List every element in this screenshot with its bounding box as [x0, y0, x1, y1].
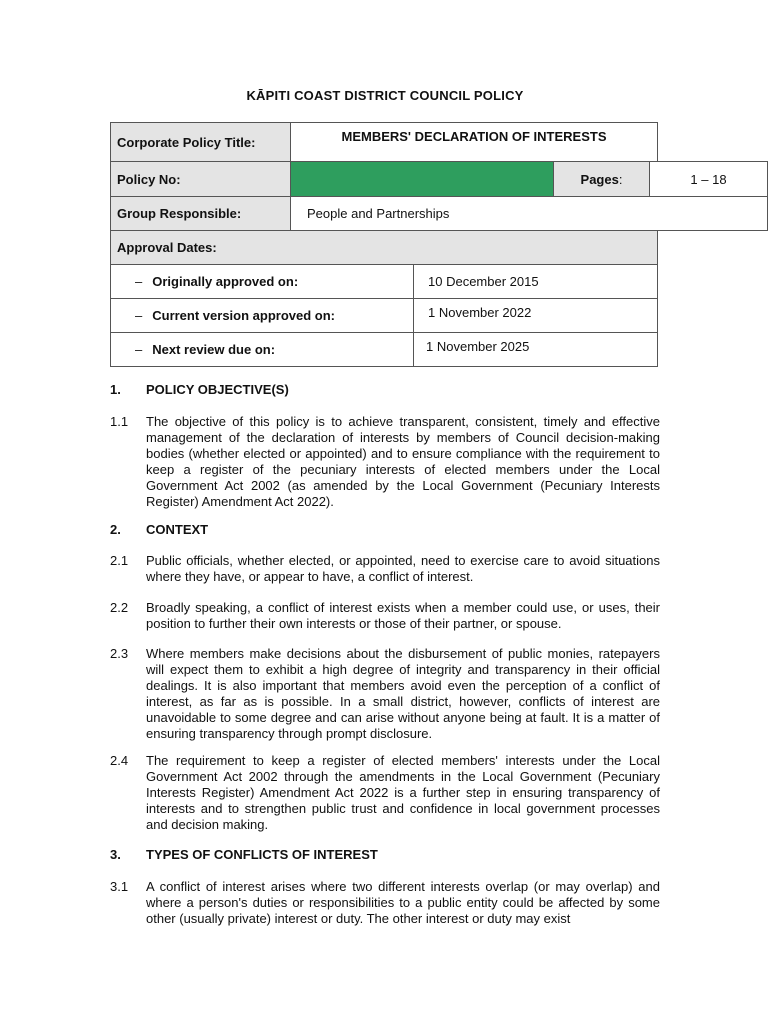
current-version-value: 1 November 2022 [413, 298, 658, 333]
paragraph-text: The requirement to keep a register of elected members' interests under the Local Government Act 2002 through the amendments in the Local Government (Pecuniary Interests Register) Amendment Act 2022 is a further step in ensuring transparency of interests and to strengthen public trust and confidence in local government processes and decision making. [146, 753, 660, 832]
bullet-dash: – [135, 308, 143, 323]
approval-label-text: Originally approved on: [152, 274, 299, 289]
section-number: 1. [110, 382, 121, 397]
bullet-dash: – [135, 274, 143, 289]
policy-title-value: MEMBERS' DECLARATION OF INTERESTS [290, 122, 658, 162]
paragraph [110, 646, 660, 742]
paragraph-text: Public officials, whether elected, or appointed, need to exercise care to avoid situations where they have, or appear to have, a conflict of interest. [146, 553, 660, 584]
paragraph [110, 600, 660, 632]
paragraph-text: Broadly speaking, a conflict of interest exists when a member could use, or uses, their position to further their own interests or those of their partner, or spouse. [146, 600, 660, 631]
paragraph-number: 1.1 [110, 414, 129, 429]
paragraph-number: 2.3 [110, 646, 129, 661]
paragraph [110, 553, 660, 585]
section-heading-text: CONTEXT [146, 522, 209, 537]
paragraph-number: 2.2 [110, 600, 129, 615]
paragraph-text: The objective of this policy is to achieve transparent, consistent, timely and effective management of the declaration of interests by members of Council decision-making bodies (whether elected or appointed) and to ensure compliance with the requirement to keep a register of the pecuniary interests of elected members under the Local Government Act 2002 (as amended by the Local Government (Pecuniary Interests Register) Amendment Act 2022). [146, 414, 660, 509]
section-heading [110, 847, 660, 863]
group-responsible-label: Group Responsible: [110, 196, 291, 231]
policy-no-label: Policy No: [110, 161, 291, 197]
paragraph-number: 2.4 [110, 753, 129, 768]
pages-label-text: Pages [580, 171, 619, 187]
pages-colon: : [618, 171, 623, 187]
paragraph-text: A conflict of interest arises where two different interests overlap (or may overlap) and where a person's duties or responsibilities to a public entity could be affected by some other (usually private) interest or duty. The other interest or duty may exist [146, 879, 660, 926]
next-review-label [110, 332, 414, 367]
paragraph-number: 3.1 [110, 879, 129, 894]
section-heading [110, 522, 660, 538]
originally-approved-value: 10 December 2015 [413, 264, 658, 299]
approval-label-text: Current version approved on: [152, 308, 335, 323]
paragraph [110, 753, 660, 833]
section-heading-text: POLICY OBJECTIVE(S) [146, 382, 289, 397]
pages-label [553, 161, 650, 197]
paragraph [110, 414, 660, 510]
section-number: 2. [110, 522, 121, 537]
section-number: 3. [110, 847, 121, 862]
approval-label-text: Next review due on: [152, 342, 276, 357]
section-heading [110, 382, 660, 398]
policy-no-redacted [290, 161, 554, 197]
current-version-label [110, 298, 414, 333]
document-title: KĀPITI COAST DISTRICT COUNCIL POLICY [246, 88, 524, 103]
paragraph-text: Where members make decisions about the disbursement of public monies, ratepayers will expect them to exhibit a high degree of integrity and transparency in their official dealings. It is also important that members avoid even the perception of a conflict of interest, as far as is possible. In a small district, however, conflicts of interest are unavoidable to some degree and can arise without anyone being at fault. It is a matter of ensuring transparency through prompt disclosure. [146, 646, 660, 741]
policy-title-label: Corporate Policy Title: [110, 122, 291, 162]
group-responsible-value: People and Partnerships [290, 196, 768, 231]
paragraph-number: 2.1 [110, 553, 129, 568]
bullet-dash: – [135, 342, 143, 357]
next-review-value: 1 November 2025 [413, 332, 658, 367]
paragraph [110, 879, 660, 927]
approval-dates-label: Approval Dates: [110, 230, 658, 265]
pages-value: 1 – 18 [649, 161, 768, 197]
section-heading-text: TYPES OF CONFLICTS OF INTEREST [146, 847, 378, 862]
originally-approved-label [110, 264, 414, 299]
